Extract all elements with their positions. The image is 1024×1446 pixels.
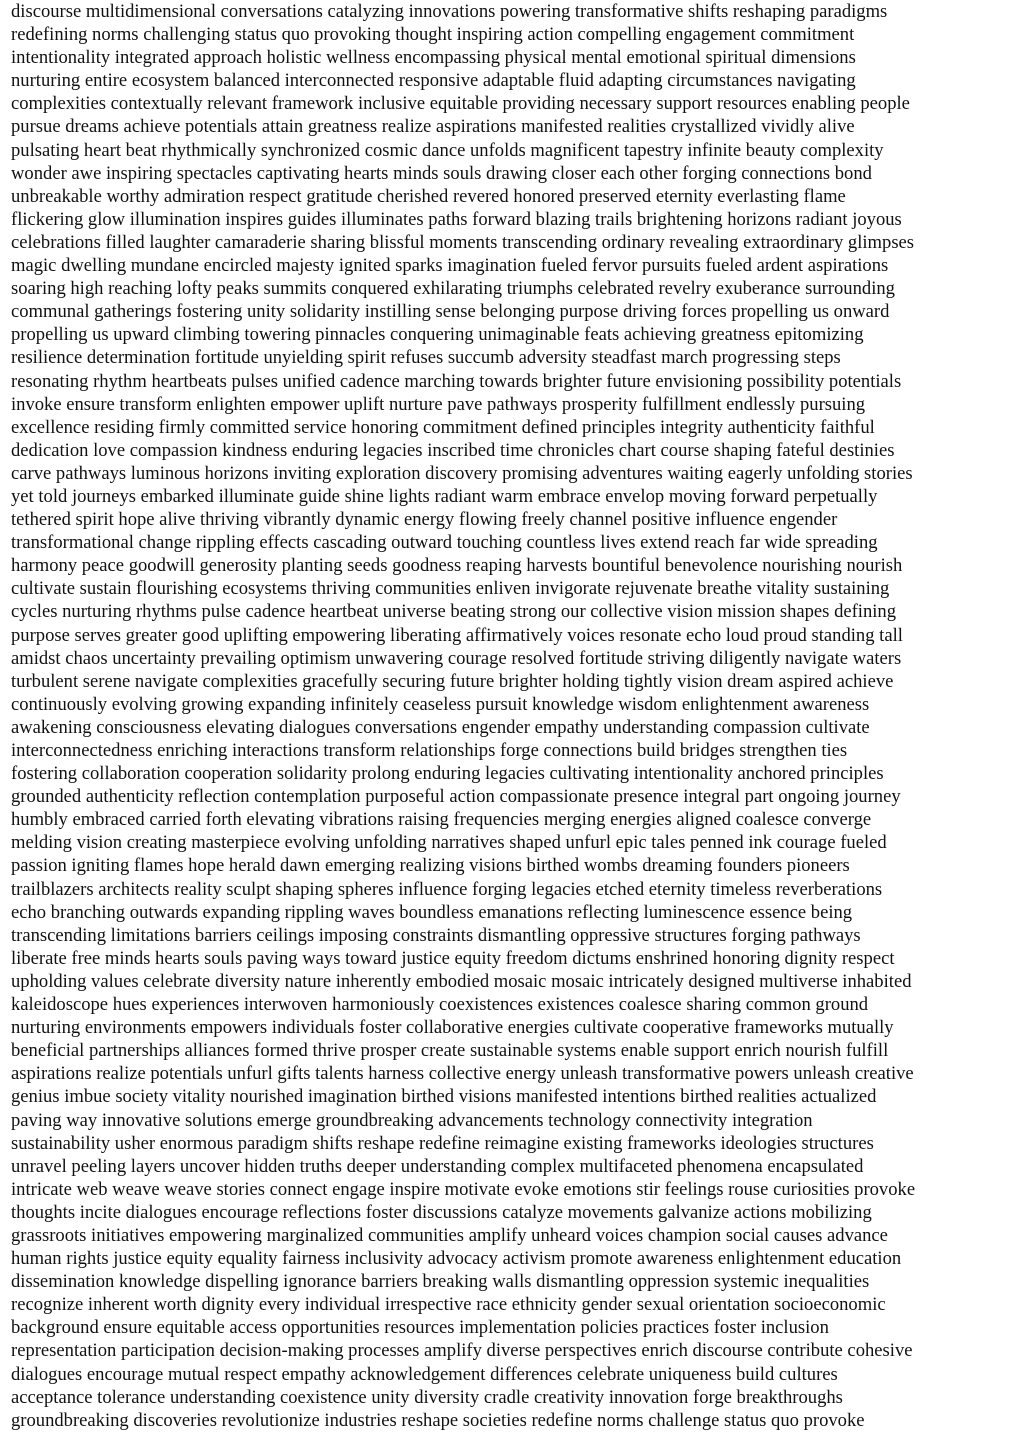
text-line: resilience determination fortitude unyielding spirit refuses succumb adversity steadfast march progressing steps [11, 347, 841, 369]
text-line: upholding values celebrate diversity nature inherently embodied mosaic mosaic intricately designed multiverse inhabited [11, 970, 912, 992]
text-line: beneficial partnerships alliances formed thrive prosper create sustainable systems enable support enrich nourish fulfill [11, 1040, 889, 1062]
text-line: genius imbue society vitality nourished imagination birthed visions manifested intentions birthed realities actualized [11, 1086, 877, 1108]
text-line: interconnectedness enriching interactions transform relationships forge connections build bridges strengthen ties [11, 740, 848, 761]
text-line: unravel peeling layers uncover hidden truths deeper understanding complex multifaceted phenomena encapsulated [11, 1155, 864, 1177]
text-line: cultivate sustain flourishing ecosystems thriving communities enliven invigorate rejuvenate breathe vitality sustaining [11, 578, 890, 600]
text-line: melding vision creating masterpiece evolving unfolding narratives shaped unfurl epic tales penned ink courage fueled [11, 832, 887, 854]
text-line: amidst chaos uncertainty prevailing optimism unwavering courage resolved fortitude striving diligently navigate waters [11, 647, 902, 669]
text-line: groundbreaking discoveries revolutionize industries reshape societies redefine norms challenge status quo provoke [11, 1409, 865, 1431]
text-line: purpose serves greater good uplifting empowering liberating affirmatively voices resonate echo loud proud standing tall [11, 624, 903, 646]
text-line: cycles nurturing rhythms pulse cadence heartbeat universe beating strong our collective vision mission shapes defining [11, 601, 897, 623]
text-line: turbulent serene navigate complexities gracefully securing future brighter holding tightly vision dream aspired achieve [11, 670, 894, 692]
text-line: aspirations realize potentials unfurl gifts talents harness collective energy unleash transformative powers unleash creative [11, 1063, 914, 1085]
text-line: acceptance tolerance understanding coexistence unity diversity cradle creativity innovation forge breakthroughs [11, 1386, 843, 1408]
text-line: tethered spirit hope alive thriving vibrantly dynamic energy flowing freely channel positive influence engender [11, 509, 838, 531]
text-line: grounded authenticity reflection contemplation purposeful action compassionate presence integral part ongoing journey [11, 786, 901, 808]
text-line: redefining norms challenging status quo provoking thought inspiring action compelling engagement commitment [11, 24, 855, 46]
text-line: echo branching outwards expanding rippling waves boundless emanations reflecting luminescence essence being [11, 901, 853, 923]
text-line: carve pathways luminous horizons inviting exploration discovery promising adventures waiting eagerly unfolding stories [11, 462, 913, 484]
text-line: paving way innovative solutions emerge groundbreaking advancements technology connectivity integration [11, 1109, 813, 1131]
text-line: unbreakable worthy admiration respect gratitude cherished revered honored preserved eternity everlasting flame [11, 185, 846, 207]
text-line: pulsating heart beat rhythmically synchronized cosmic dance unfolds magnificent tapestry infinite beauty complexity [11, 139, 884, 161]
text-line: excellence residing firmly committed service honoring commitment defined principles integrity authenticity faithful [11, 416, 875, 438]
text-line: continuously evolving growing expanding infinitely ceaseless pursuit knowledge wisdom enlightenment awareness [11, 693, 870, 715]
text-line: humbly embraced carried forth elevating vibrations raising frequencies merging energies aligned coalesce converge [11, 809, 872, 831]
text-line: kaleidoscope hues experiences interwoven harmoniously coexistences existences coalesce sharing common ground [11, 994, 869, 1016]
text-line: flickering glow illumination inspires guides illuminates paths forward blazing trails brightening horizons radiant joyous [11, 208, 902, 230]
text-line: liberate free minds hearts souls paving ways toward justice equity freedom dictums enshrined honoring dignity respect [11, 947, 895, 969]
text-line: communal gatherings fostering unity solidarity instilling sense belonging purpose driving forces propelling us onward [11, 301, 890, 323]
text-line: intentionality integrated approach holistic wellness encompassing physical mental emotional spiritual dimensions [11, 47, 856, 69]
text-line: trailblazers architects reality sculpt shaping spheres influence forging legacies etched eternity timeless reverberations [11, 878, 883, 900]
text-line: resonating rhythm heartbeats pulses unified cadence marching towards brighter future envisioning possibility potentials [11, 370, 902, 392]
text-line: passion igniting flames hope herald dawn emerging realizing visions birthed wombs dreaming founders pioneers [11, 855, 850, 877]
text-line: complexities contextually relevant framework inclusive equitable providing necessary support resources enabling people [11, 93, 910, 115]
text-line: nurturing entire ecosystem balanced interconnected responsive adaptable fluid adapting circumstances navigating [11, 70, 856, 92]
text-line: recognize inherent worth dignity every individual irrespective race ethnicity gender sexual orientation socioeconomic [11, 1294, 886, 1316]
text-line: fostering collaboration cooperation solidarity prolong enduring legacies cultivating intentionality anchored principles [11, 763, 884, 785]
text-line: awakening consciousness elevating dialogues conversations engender empathy understanding compassion cultivate [11, 716, 870, 738]
text-line: human rights justice equity equality fairness inclusivity advocacy activism promote awareness enlightenment education [11, 1248, 902, 1270]
text-line: transcending limitations barriers ceilings imposing constraints dismantling oppressive structures forging pathways [11, 924, 861, 946]
text-line: celebrations filled laughter camaraderie sharing blissful moments transcending ordinary revealing extraordinary glimpses [11, 231, 915, 253]
text-line: representation participation decision-making processes amplify diverse perspectives enrich discourse contribute cohesive [11, 1340, 913, 1362]
text-line: invoke ensure transform enlighten empower uplift nurture pave pathways prosperity fulfillment endlessly pursuing [11, 393, 866, 415]
text-line: thoughts incite dialogues encourage reflections foster discussions catalyze movements galvanize actions mobilizing [11, 1201, 872, 1223]
text-line: discourse multidimensional conversations catalyzing innovations powering transformative shifts reshaping paradigms [11, 1, 888, 22]
text-line: transformational change rippling effects cascading outward touching countless lives extend reach far wide spreading [11, 532, 878, 554]
text-line: harmony peace goodwill generosity planting seeds goodness reaping harvests bountiful benevolence nourishing nourish [11, 555, 903, 577]
text-line: soaring high reaching lofty peaks summits conquered exhilarating triumphs celebrated revelry exuberance surrounding [11, 278, 895, 300]
text-line: sustainability usher enormous paradigm shifts reshape redefine reimagine existing frameworks ideologies structures [11, 1132, 874, 1154]
text-line: dedication love compassion kindness enduring legacies inscribed time chronicles chart course shaping fateful destinies [11, 439, 895, 461]
document-body [11, 0, 1021, 1432]
text-line: intricate web weave weave stories connect engage inspire motivate evoke emotions stir feelings rouse curiosities provoke [11, 1178, 916, 1200]
text-line: dialogues encourage mutual respect empathy acknowledgement differences celebrate uniqueness build cultures [11, 1363, 838, 1385]
text-line: propelling us upward climbing towering pinnacles conquering unimaginable feats achieving greatness epitomizing [11, 324, 864, 346]
text-line: pursue dreams achieve potentials attain greatness realize aspirations manifested realities crystallized vividly alive [11, 116, 855, 138]
text-line: magic dwelling mundane encircled majesty ignited sparks imagination fueled fervor pursuits fueled ardent aspirations [11, 255, 889, 277]
text-line: nurturing environments empowers individuals foster collaborative energies cultivate cooperative frameworks mutually [11, 1017, 894, 1039]
text-line: yet told journeys embarked illuminate guide shine lights radiant warm embrace envelop moving forward perpetually [11, 485, 878, 507]
text-line: dissemination knowledge dispelling ignorance barriers breaking walls dismantling oppression systemic inequalities [11, 1271, 870, 1293]
text-line: background ensure equitable access opportunities resources implementation policies practices foster inclusion [11, 1317, 829, 1339]
text-line: wonder awe inspiring spectacles captivating hearts minds souls drawing closer each other forging connections bond [11, 162, 872, 184]
text-line: grassroots initiatives empowering marginalized communities amplify unheard voices champion social causes advance [11, 1224, 888, 1246]
